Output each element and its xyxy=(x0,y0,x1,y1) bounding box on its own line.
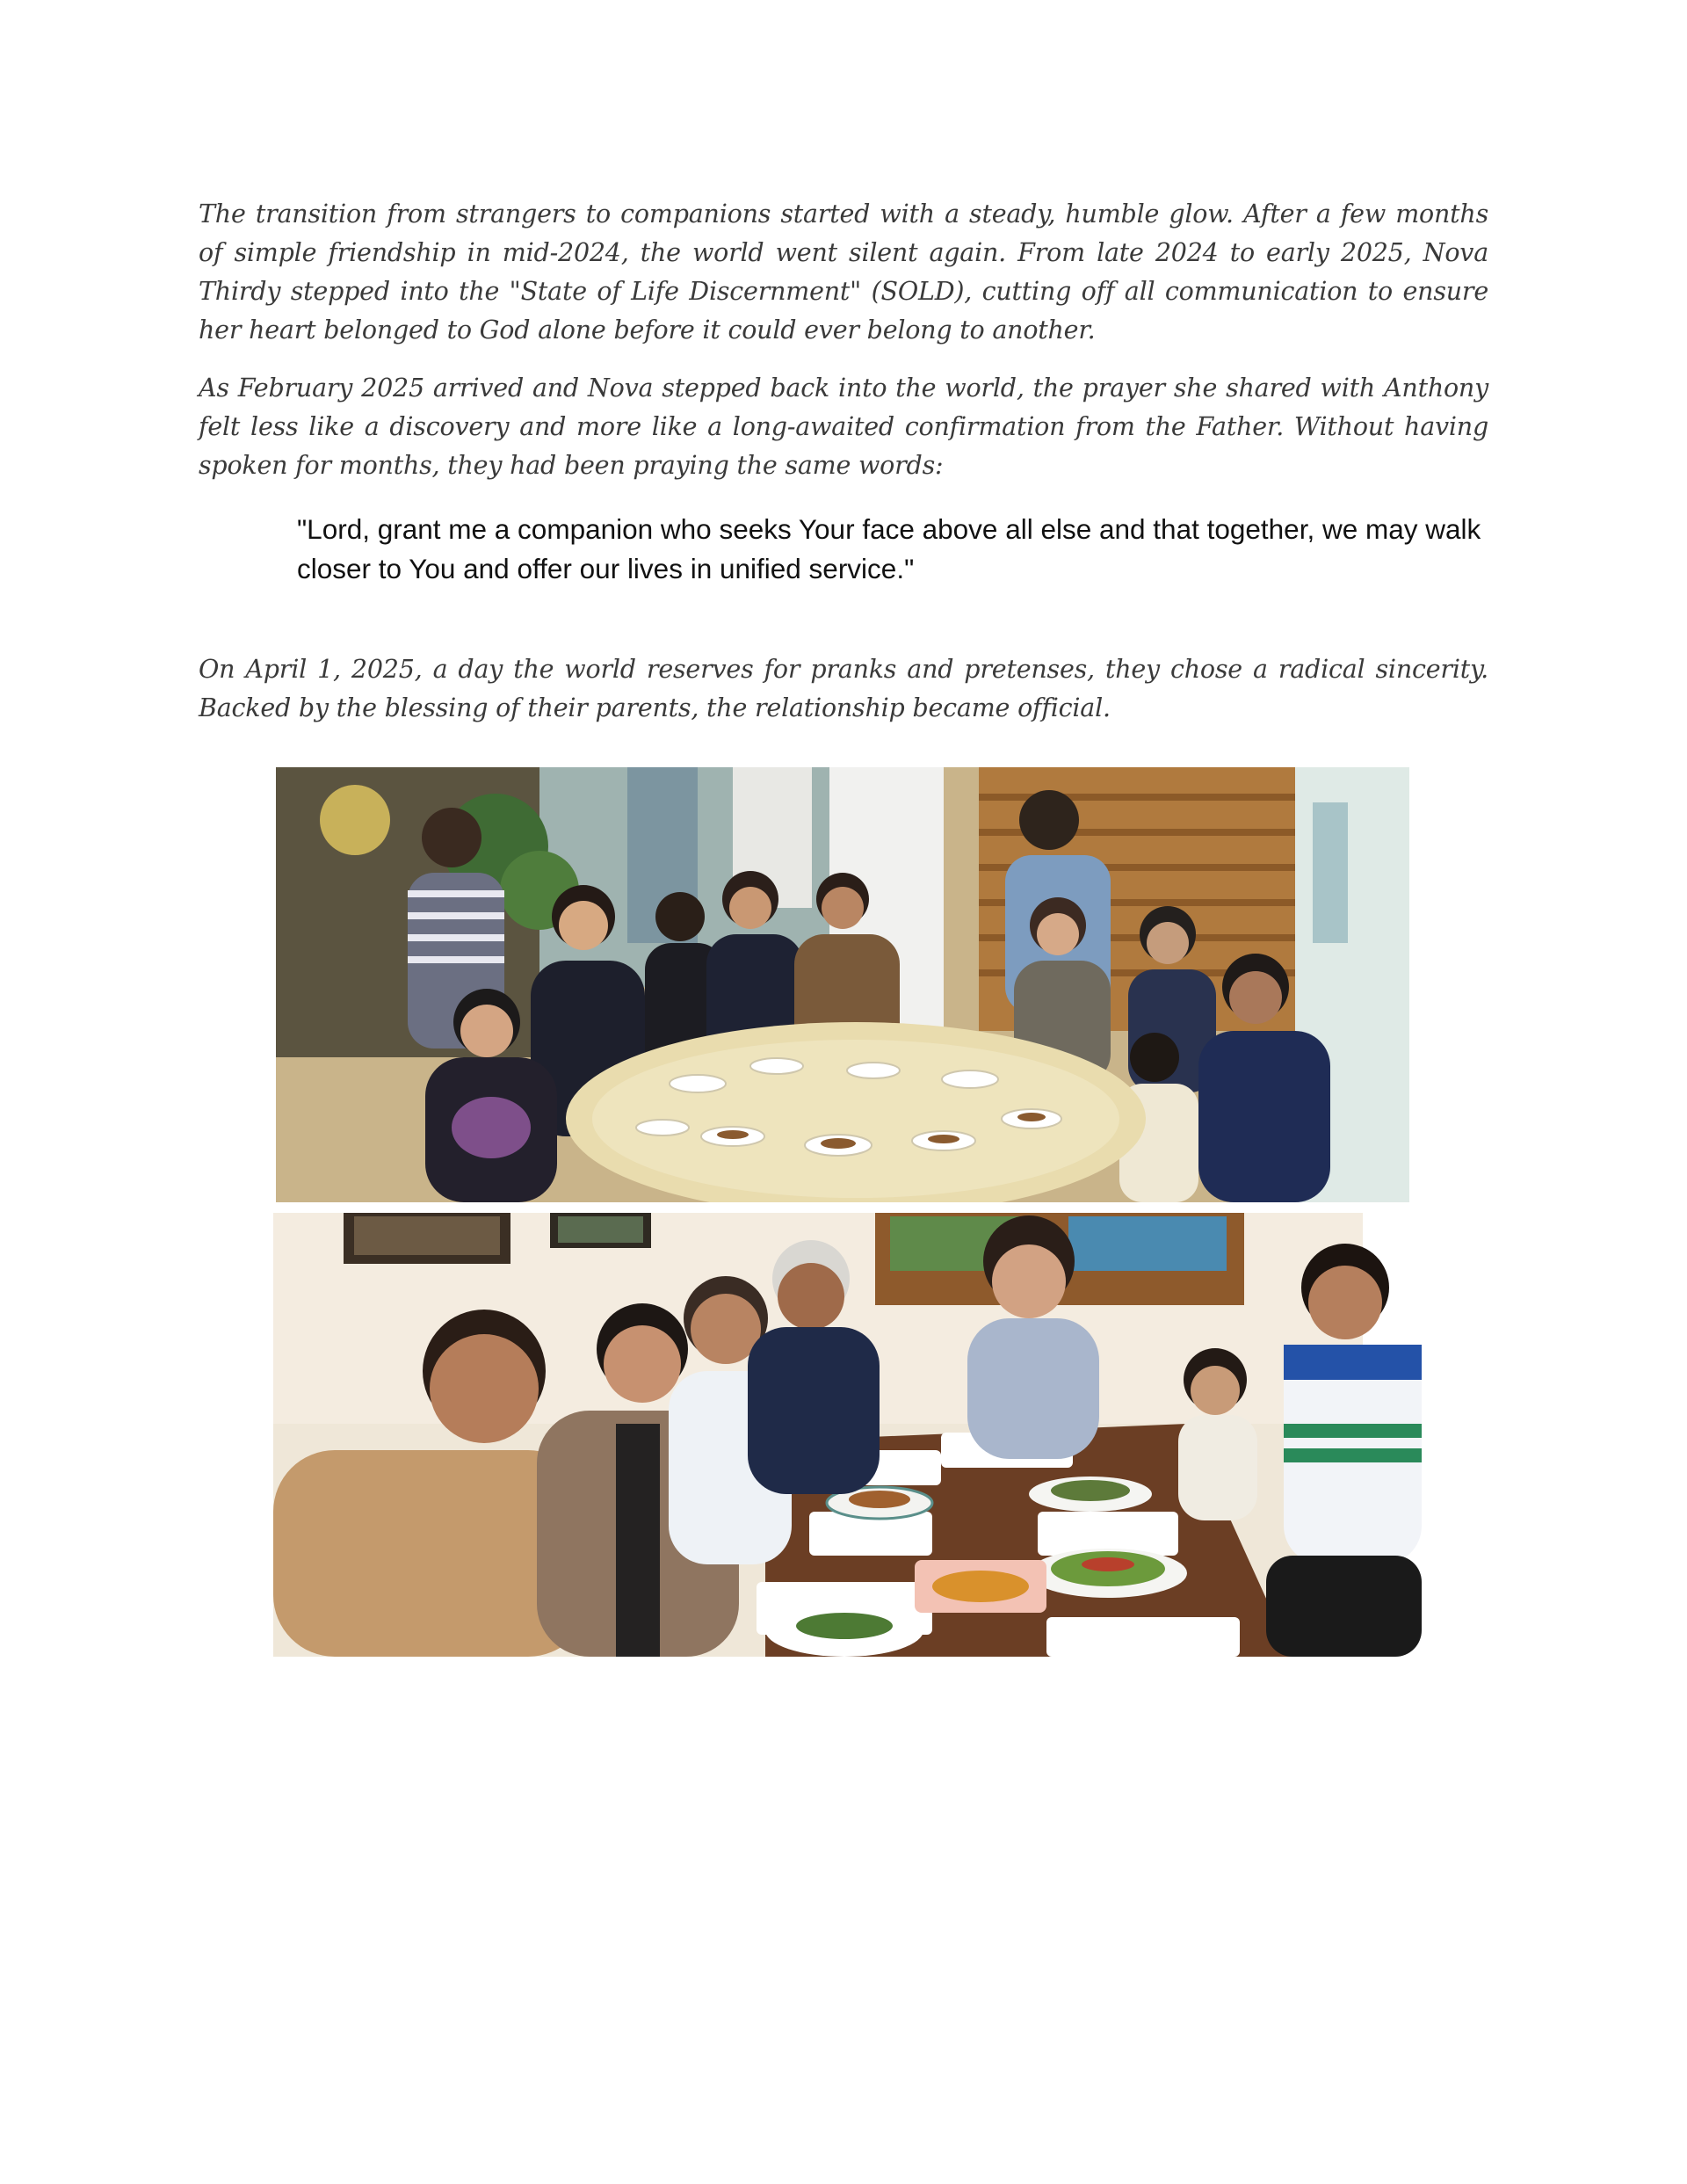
family-photo-round-table xyxy=(276,767,1409,1202)
prayer-quote: "Lord, grant me a companion who seeks Your face above all else and that together, we may walk closer to You and offer our lives in unified service." xyxy=(297,513,1481,584)
paragraph-prayer-intro: As February 2025 arrived and Nova stepped back into the world, the prayer she shared with Anthony felt less like a discovery and more like a long-awaited confirmation from the Father. Without having spoken for months, they had been praying the same words: xyxy=(199,374,1488,480)
family-photo-long-table xyxy=(273,1213,1422,1657)
paragraph-discernment: The transition from strangers to companions started with a steady, humble glow. After a few months of simple friendship in mid-2024, the world went silent again. From late 2024 to early 2025, Nova Thirdy stepped into the "State of Life Discernment" (SOLD), cutting off all communication to ensure her heart belonged to God alone before it could ever belong to another. xyxy=(199,200,1488,345)
paragraph-official: On April 1, 2025, a day the world reserves for pranks and pretenses, they chose a radical sincerity. Backed by the blessing of their parents, the relationship became official. xyxy=(199,655,1488,722)
